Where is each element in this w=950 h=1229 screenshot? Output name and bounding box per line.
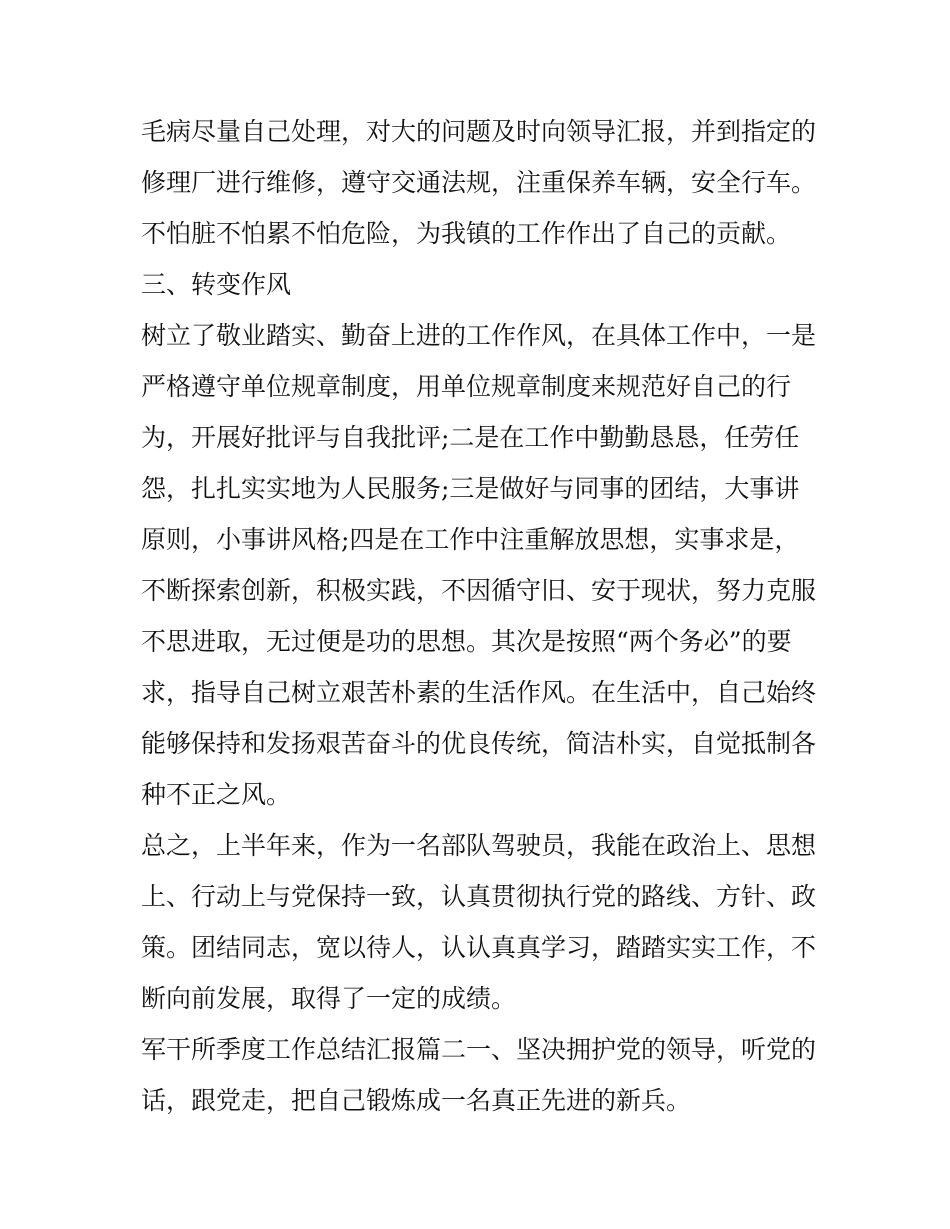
text-line: 军干所季度工作总结汇报篇二一、坚决拥护党的领导，听党的 [141, 1035, 817, 1064]
text-line: 不断探索创新，积极实践，不因循守旧、安于现状，努力克服 [141, 576, 817, 605]
text-line: 修理厂进行维修，遵守交通法规，注重保养车辆，安全行车。 [141, 168, 817, 197]
text-line: 为，开展好批评与自我批评;二是在工作中勤勤恳恳，任劳任 [141, 423, 800, 452]
text-line: 策。团结同志，宽以待人，认认真真学习，踏踏实实工作，不 [141, 933, 817, 962]
text-line: 话，跟党走，把自己锻炼成一名真正先进的新兵。 [141, 1086, 692, 1115]
text-line: 能够保持和发扬艰苦奋斗的优良传统，简洁朴实，自觉抵制各 [141, 729, 817, 758]
text-line: 毛病尽量自己处理，对大的问题及时向领导汇报，并到指定的 [141, 117, 817, 146]
text-line: 树立了敬业踏实、勤奋上进的工作作风，在具体工作中，一是 [141, 321, 817, 350]
text-line: 种不正之风。 [141, 780, 292, 809]
text-line: 断向前发展，取得了一定的成绩。 [141, 984, 517, 1013]
text-line: 总之，上半年来，作为一名部队驾驶员，我能在政治上、思想 [141, 831, 817, 860]
text-line: 不怕脏不怕累不怕危险，为我镇的工作作出了自己的贡献。 [141, 219, 792, 248]
text-line: 不思进取，无过便是功的思想。其次是按照“两个务必”的要 [141, 627, 792, 656]
section-heading: 三、转变作风 [141, 270, 292, 299]
text-line: 上、行动上与党保持一致，认真贯彻执行党的路线、方针、政 [141, 882, 817, 911]
text-line: 原则，小事讲风格;四是在工作中注重解放思想，实事求是， [141, 525, 800, 554]
text-line: 求，指导自己树立艰苦朴素的生活作风。在生活中，自己始终 [141, 678, 817, 707]
text-line: 严格遵守单位规章制度，用单位规章制度来规范好自己的行 [141, 372, 792, 401]
document-body [141, 106, 821, 1126]
text-line: 怨，扎扎实实地为人民服务;三是做好与同事的团结，大事讲 [141, 474, 800, 503]
